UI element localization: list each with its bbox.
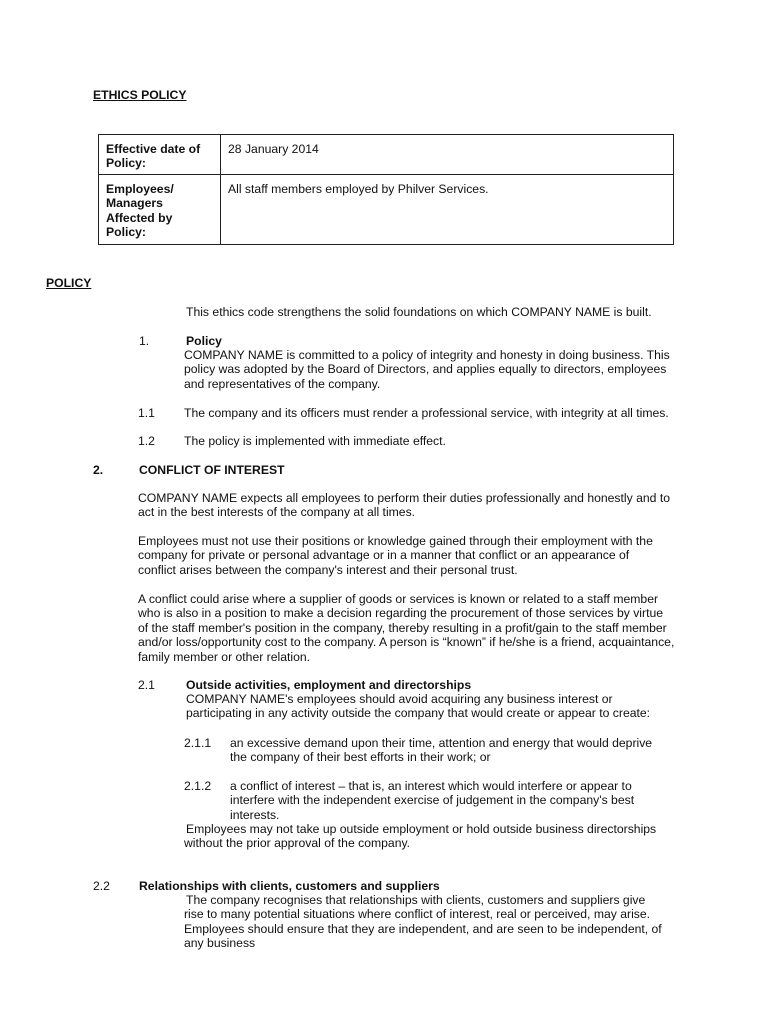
sub-2-1-number: 2.1 xyxy=(138,678,155,692)
document-title: ETHICS POLICY xyxy=(93,88,187,102)
item-2-1-2-number: 2.1.2 xyxy=(184,779,212,793)
item-1-2-text: The policy is implemented with immediate effect. xyxy=(184,434,446,448)
section-2-paragraph-2: Employees must not use their positions or knowledge gained through their employment with the company for private or personal advantage or in a manner that conflict or an appearance of conflict arises between the company's interest and their personal trust. xyxy=(138,534,653,577)
sub-2-1-text: COMPANY NAME's employees should avoid acquiring any business interest or participating in any activity outside the company that would create or appear to create: xyxy=(186,692,651,721)
effective-date-label: Effective date of Policy: xyxy=(99,135,221,175)
affected-staff-label: Employees/ Managers Affected by Policy: xyxy=(99,175,221,245)
policy-meta-table xyxy=(98,134,674,245)
effective-date-value: 28 January 2014 xyxy=(221,135,674,175)
section-2-paragraph-3: A conflict could arise where a supplier of goods or services is known or related to a staff member who is also in a position to make a decision regarding the procurement of those services by virtue of the staff member's position in the company, thereby resulting in a profit/gain to the staff member and/or loss/opportunity cost to the company. A person is “known” if he/she is a friend, acquaintance, family member or other relation. xyxy=(138,592,675,664)
table-row xyxy=(99,175,674,245)
item-2-1-2-text: a conflict of interest – that is, an interest which would interfere or appear to interfere with the independent exercise of judgement in the company's best interests. xyxy=(230,779,635,822)
section-2-paragraph-1: COMPANY NAME expects all employees to perform their duties professionally and honestly and to act in the best interests of the company at all times. xyxy=(138,491,670,520)
sub-2-2-text: The company recognises that relationships with clients, customers and suppliers give rise to many potential situations where conflict of interest, real or perceived, may arise. Employees should ensure that they are independent, and are seen to be independent, of any business xyxy=(184,893,662,951)
section-2-heading: CONFLICT OF INTEREST xyxy=(139,463,285,477)
sub-2-1-heading: Outside activities, employment and directorships xyxy=(186,678,472,692)
item-2-1-1-number: 2.1.1 xyxy=(184,736,212,750)
intro-paragraph: This ethics code strengthens the solid foundations on which COMPANY NAME is built. xyxy=(186,305,652,319)
item-1-1-number: 1.1 xyxy=(138,406,155,420)
item-1-1-text: The company and its officers must render a professional service, with integrity at all times. xyxy=(184,406,669,420)
sub-2-1-closing: Employees may not take up outside employment or hold outside business directorships without the prior approval of the company. xyxy=(184,822,657,851)
affected-staff-value: All staff members employed by Philver Services. xyxy=(221,175,674,245)
section-1-heading: Policy xyxy=(186,334,222,348)
policy-heading: POLICY xyxy=(46,276,92,290)
sub-2-2-heading: Relationships with clients, customers and suppliers xyxy=(139,879,440,893)
item-2-1-1-text: an excessive demand upon their time, attention and energy that would deprive the company of their best efforts in their work; or xyxy=(230,736,653,765)
section-1-number: 1. xyxy=(139,334,150,348)
sub-2-2-number: 2.2 xyxy=(93,879,110,893)
item-1-2-number: 1.2 xyxy=(138,434,155,448)
section-1-text: COMPANY NAME is committed to a policy of integrity and honesty in doing business. This policy was adopted by the Board of Directors, and applies equally to directors, employees and representatives of the company. xyxy=(184,348,670,391)
section-2-number: 2. xyxy=(93,463,104,477)
table-row xyxy=(99,135,674,175)
